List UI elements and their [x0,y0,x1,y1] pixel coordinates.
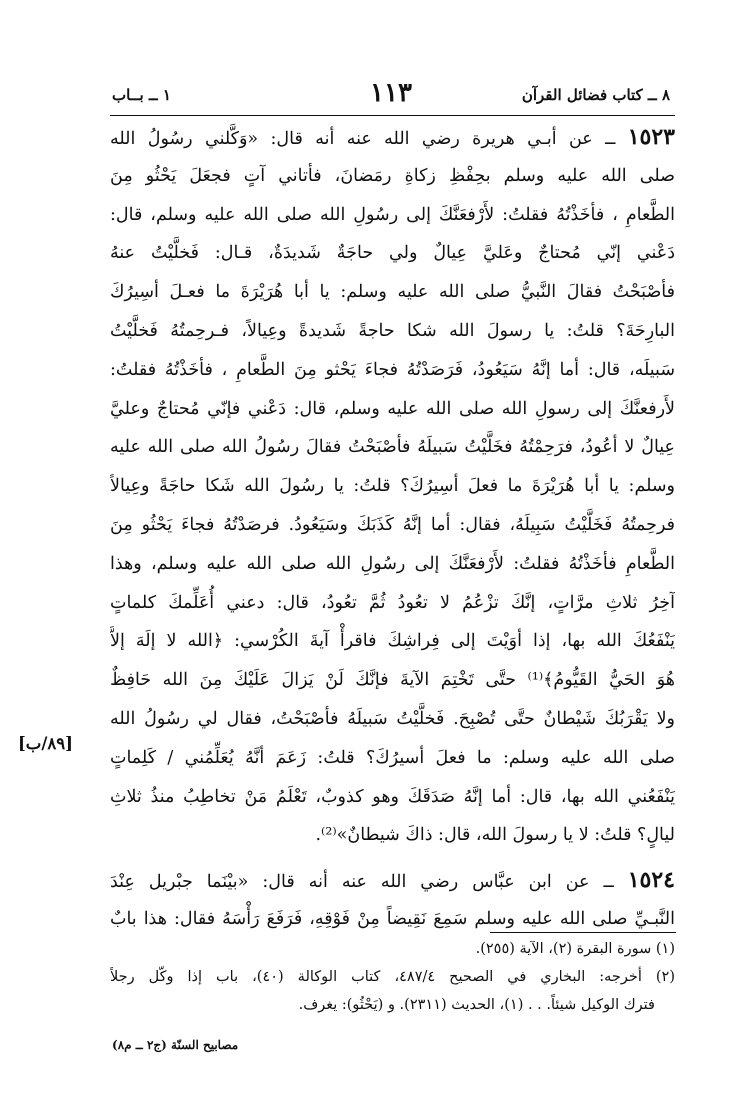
text-line [110,351,675,390]
line-text: سَبيلَه، قال: أما إنَّهُ سَيَعُودُ، فَرَصَدْتُهُ فجاءَ يَحْثو مِنَ الطَّعامِ ، فأخَذْتُهُ فقلتُ: [110,359,675,380]
line-text: يَنْفَعُني الله بها، قال: أما إنَّهُ صَدَقَكَ وهو كذوبٌ، تَعْلَمُ مَنْ تخاطِبُ منذُ ثلاثِ [110,786,675,807]
hadith-number: ١٥٢٤ [627,867,675,894]
line-text: صلى الله عليه وسلم بحِفْظِ زكاةِ رمَضانَ، فأتاني آتٍ فجعَلَ يَحْثُو مِنَ [110,165,675,186]
line-text: النَّبـيِّ صلى الله عليه وسلم سَمِعَ نَقِيضاً مِنْ فَوْقِهِ، فَرَفَعَ رَأْسَهُ فقال: هذا بابٌ [110,908,675,929]
line-text: يَنْفَعُكَ الله بها، إذا أوَيْتَ إلى فِراشِكَ فاقرأْ آيةَ الكُرْسي: ﴿الله لا إلَهَ إلاَّ [110,631,675,652]
line-text: الطَّعامِ فأخَذْتُهُ فقلتُ: لأَرْفعَنَّكَ إلى رسُولِ الله صلى الله عليه وسلم، وهذا [110,553,675,574]
line-text: ــ عن أبـي هريرة رضي الله عنه أنه قال: «وَكَّلني رسُولُ الله [110,129,628,149]
line-text: البارِحَةَ؟ قلتُ: يا رسولَ الله شكا حاجةً شَديدةً وعِيالاً، فـرحِمتُهُ فَخلَّيْتُ [110,320,675,341]
footnote-line: (٢) أخرجه: البخاري في الصحيح ٤٨٧/٤، كتاب الوكالة (٤٠)، باب إذا وكّل رجلاً [110,969,675,985]
line-text: ــ عن ابن عبَّاس رضي الله عنه أنه قال: «بيْنَما جبْريل عِنْدَ [110,872,628,893]
text-line [110,390,675,429]
printer-signature: مصابيح السنّة (ج٢ ــ م٨) [112,1038,239,1052]
hadith-number: ١٥٢٣ [627,124,675,150]
main-text [110,118,675,939]
line-text: الطَّعامِ ، فأخَذْتُهُ فقلتُ: لأَرْفعَنَّكَ إلى رسُولِ الله صلى الله عليه وسلم، قال: [110,204,675,225]
text-line [110,661,675,700]
line-text: لأَرفعنَّكَ إلى رسولِ الله صلى الله عليه وسلم، قال: دَعْني فإنّي مُحتاجٌ وعليَّ [110,398,675,419]
line-text: دَعْني إنّي مُحتاجٌ وعَليَّ عِيالٌ ولي حاجَةٌ شَديدَةٌ، قـال: فَخلَّيْتُ عنهُ [110,243,675,264]
text-line [110,234,675,273]
line-text: آخِرُ ثلاثِ مرَّاتٍ، إنَّكَ تزْعُمُ لا تعُودُ ثُمَّ تعُودُ، قال: دعني أُعَلِّمكَ كلماتٍ [110,592,675,613]
line-text: وسلم: يا أبا هُرَيْرَةَ ما فعلَ أسِيرُكَ؟ قلتُ: يا رسُولَ الله شَكا حاجَةً وعِيالاً [110,476,675,497]
text-line [110,778,675,817]
footnote-line: فترك الوكيل شيئاً. . . (١)، الحديث (٢٣١١). و (يَحْثُو): يغرف. [298,997,655,1013]
book-title: ٨ ــ كتاب فضائل القرآن [521,86,670,104]
text-line [110,273,675,312]
footnote-rule [490,932,676,933]
line-text: عِيالٌ لا أعُودُ، فرَحِمْتُهُ فخَلَّيْتُ سَبيلَهُ فأصْبَحْتُ فقالَ رسُولُ الله صلى الله عليه [110,437,675,458]
text-line [110,861,675,900]
manuscript-folio-reference: [٨٩/ب] [18,734,73,753]
text-line [110,506,675,545]
text-line [110,545,675,584]
line-text: هُوَ الحَيُّ القَيُّومُ﴾⁽¹⁾ حتَّى تَخْتِمَ الآيةَ فإنَّكَ لَنْ يَزالَ عَلَيْكَ مِنَ الله حَافِظٌ [110,670,675,691]
footnotes [110,935,675,1019]
line-text: ولا يَقْرَبُكَ شَيْطانٌ حتَّى تُصْبِحَ. فَخلَّيْتُ سَبيلَهُ فأصْبَحْتُ، فقال لي رسُولُ الله [110,708,675,729]
line-text: فرحِمتُهُ فَخَلَّيْتُ سَبِيلَهُ، فقال: أما إنَّهُ كَذَبَكَ وسَيَعُودُ. فرصَدْتُهُ فجاءَ يَحْثُو مِنَ [110,514,675,535]
text-line [110,739,675,778]
text-line [110,428,675,467]
text-line [110,157,675,196]
line-text: صلى الله عليه وسلم: ما فعلَ أسيرُكَ؟ قلتُ: زَعَمَ أنَّهُ يُعَلِّمُني / كَلِماتٍ [110,747,675,768]
text-line [110,622,675,661]
text-line [110,584,675,623]
text-line [110,196,675,235]
text-line [110,700,675,739]
text-line [110,467,675,506]
text-line [110,118,675,157]
header-rule [110,115,675,116]
chapter-title: ١ ــ بــاب [112,86,171,104]
footnote-line: (١) سورة البقرة (٢)، الآية (٢٥٥). [475,941,675,957]
line-text: فأصْبَحْتُ فقالَ النَّبيُّ صلى الله عليه وسلم: يا أبا هُرَيْرَةَ ما فعـلَ أسِيرُكَ [110,282,675,303]
page-number: ١١٣ [370,78,412,108]
line-text: ليالٍ؟ قلتُ: لا يا رسولَ الله، قال: ذاكَ شيطانٌ»⁽²⁾. [315,825,675,846]
text-line [110,312,675,351]
text-line [110,816,675,855]
page-header [112,78,670,114]
